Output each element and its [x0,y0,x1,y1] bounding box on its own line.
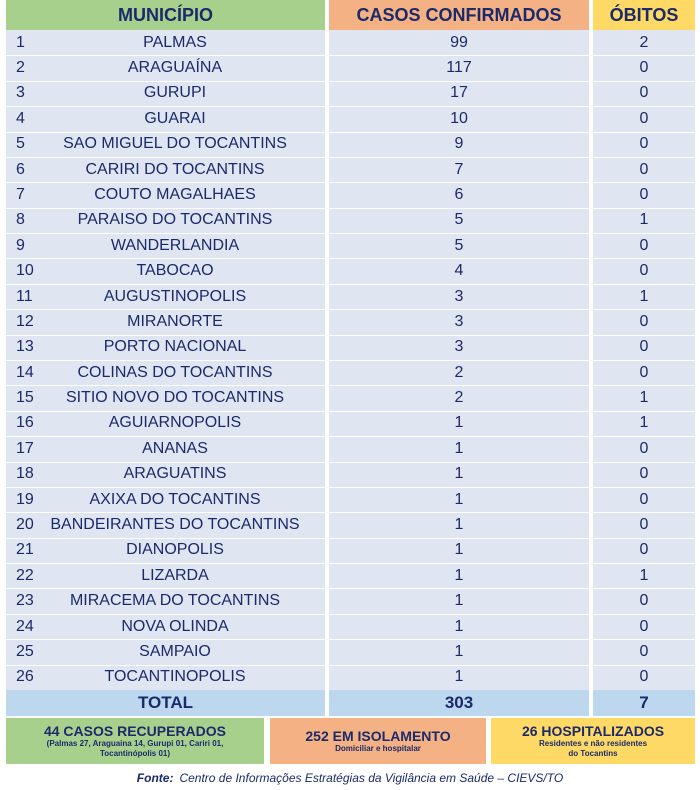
row-municipio: COUTO MAGALHAES [94,185,256,203]
row-number: 23 [16,592,34,610]
recuperados-detail-2: Tocantinópolis 01) [99,749,171,758]
row-municipio: NOVA OLINDA [121,617,229,635]
row-number: 8 [16,211,25,229]
row-municipio: CARIRI DO TOCANTINS [85,160,265,178]
row-number: 18 [16,465,34,483]
hospitalizados-count: 26 HOSPITALIZADOS [521,723,665,739]
row-obitos: 2 [639,33,649,51]
row-municipio: SAO MIGUEL DO TOCANTINS [63,135,287,153]
row-number: 5 [16,135,25,153]
row-number: 1 [16,33,25,51]
row-casos: 1 [454,515,464,533]
row-number: 26 [16,668,34,686]
row-casos: 3 [454,312,464,330]
row-number: 24 [16,617,34,635]
header-municipio: MUNICÍPIO [6,0,325,30]
table-header [0,0,700,30]
row-obitos: 1 [639,211,649,229]
row-number: 12 [16,312,34,330]
row-number: 2 [16,59,25,77]
isolamento-detail: Domiciliar e hospitalar [335,744,421,753]
row-municipio: AGUIARNOPOLIS [108,414,242,432]
header-obitos: ÓBITOS [593,0,695,30]
row-obitos: 0 [639,262,649,280]
total-label: TOTAL [6,690,325,716]
row-municipio: ANANAS [142,439,208,457]
row-obitos: 1 [639,287,649,305]
row-casos: 1 [454,668,464,686]
row-municipio: AXIXA DO TOCANTINS [89,490,261,508]
row-municipio: BANDEIRANTES DO TOCANTINS [50,515,300,533]
row-casos: 1 [454,592,464,610]
row-number: 3 [16,84,25,102]
row-casos: 7 [454,160,464,178]
row-number: 25 [16,642,34,660]
hospitalizados-detail-2: do Tocantins [568,749,618,758]
source-note [0,768,700,788]
row-obitos: 0 [639,109,649,127]
source-label: Fonte: [136,771,174,785]
header-casos-confirmados: CASOS CONFIRMADOS [329,0,589,30]
row-casos: 1 [454,439,464,457]
row-municipio: TOCANTINOPOLIS [104,668,246,686]
row-obitos: 0 [639,642,649,660]
row-number: 19 [16,490,34,508]
row-obitos: 0 [639,490,649,508]
row-municipio: MIRACEMA DO TOCANTINS [69,592,281,610]
row-number: 20 [16,515,34,533]
row-casos: 6 [454,185,464,203]
row-obitos: 0 [639,617,649,635]
row-obitos: 0 [639,236,649,254]
row-number: 11 [16,287,33,305]
row-casos: 1 [454,541,464,559]
row-obitos: 0 [639,439,649,457]
row-municipio: ARAGUATINS [123,465,227,483]
row-obitos: 0 [639,465,649,483]
row-obitos: 0 [639,185,649,203]
table-body [6,30,695,690]
recuperados-count: 44 CASOS RECUPERADOS [43,723,227,739]
source-text: Centro de Informações Estratégias da Vigilância em Saúde – CIEVS/TO [179,771,564,785]
recuperados-detail-1: (Palmas 27, Araguaina 14, Gurupi 01, Cariri 01, [46,739,224,748]
row-number: 13 [16,338,34,356]
summary-hospitalizados [491,718,695,764]
total-row [6,690,695,716]
summary-recuperados [6,718,264,764]
row-obitos: 0 [639,668,649,686]
row-obitos: 0 [639,135,649,153]
row-obitos: 0 [639,592,649,610]
row-number: 22 [16,566,34,584]
row-municipio: LIZARDA [141,566,209,584]
row-casos: 3 [454,338,464,356]
hospitalizados-detail-1: Residentes e não residentes [538,739,648,748]
row-casos: 9 [454,135,464,153]
row-number: 4 [16,109,25,127]
row-municipio: DIANOPOLIS [126,541,224,559]
row-casos: 2 [454,389,464,407]
row-municipio: PALMAS [143,33,207,51]
row-number: 9 [16,236,25,254]
row-casos: 1 [454,465,464,483]
row-obitos: 1 [639,414,649,432]
row-obitos: 0 [639,59,649,77]
row-number: 7 [16,185,25,203]
row-casos: 1 [454,490,464,508]
isolamento-count: 252 EM ISOLAMENTO [305,728,451,744]
row-casos: 4 [454,262,464,280]
column-divider [589,30,593,690]
row-municipio: SAMPAIO [139,642,211,660]
row-number: 15 [16,389,34,407]
row-obitos: 0 [639,363,649,381]
row-casos: 5 [454,211,464,229]
row-casos: 1 [454,617,464,635]
row-municipio: COLINAS DO TOCANTINS [77,363,273,381]
row-obitos: 1 [639,566,649,584]
row-number: 21 [16,541,34,559]
row-obitos: 0 [639,84,649,102]
row-number: 17 [16,439,34,457]
row-municipio: AUGUSTINOPOLIS [103,287,247,305]
row-municipio: WANDERLANDIA [110,236,240,254]
row-municipio: GUARAI [144,109,206,127]
total-casos: 303 [329,690,589,716]
row-municipio: PORTO NACIONAL [103,338,247,356]
row-number: 14 [16,363,34,381]
total-obitos: 7 [593,690,695,716]
row-number: 10 [16,262,34,280]
row-casos: 1 [454,642,464,660]
row-obitos: 1 [639,389,649,407]
row-municipio: TABOCAO [136,262,214,280]
row-municipio: SITIO NOVO DO TOCANTINS [65,389,285,407]
row-obitos: 0 [639,160,649,178]
row-casos: 3 [454,287,464,305]
row-municipio: PARAISO DO TOCANTINS [77,211,273,229]
row-casos: 5 [454,236,464,254]
row-number: 6 [16,160,25,178]
row-obitos: 0 [639,338,649,356]
row-casos: 17 [450,84,468,102]
row-casos: 1 [454,414,464,432]
row-number: 16 [16,414,34,432]
row-municipio: MIRANORTE [127,312,223,330]
row-casos: 1 [454,566,464,584]
row-municipio: GURUPI [143,84,207,102]
row-obitos: 0 [639,541,649,559]
row-obitos: 0 [639,312,649,330]
row-casos: 117 [446,59,472,77]
column-divider [325,30,329,690]
row-casos: 10 [450,109,468,127]
row-municipio: ARAGUAÍNA [127,59,223,77]
row-obitos: 0 [639,515,649,533]
row-casos: 99 [450,33,468,51]
summary-isolamento [270,718,486,764]
row-casos: 2 [454,363,464,381]
